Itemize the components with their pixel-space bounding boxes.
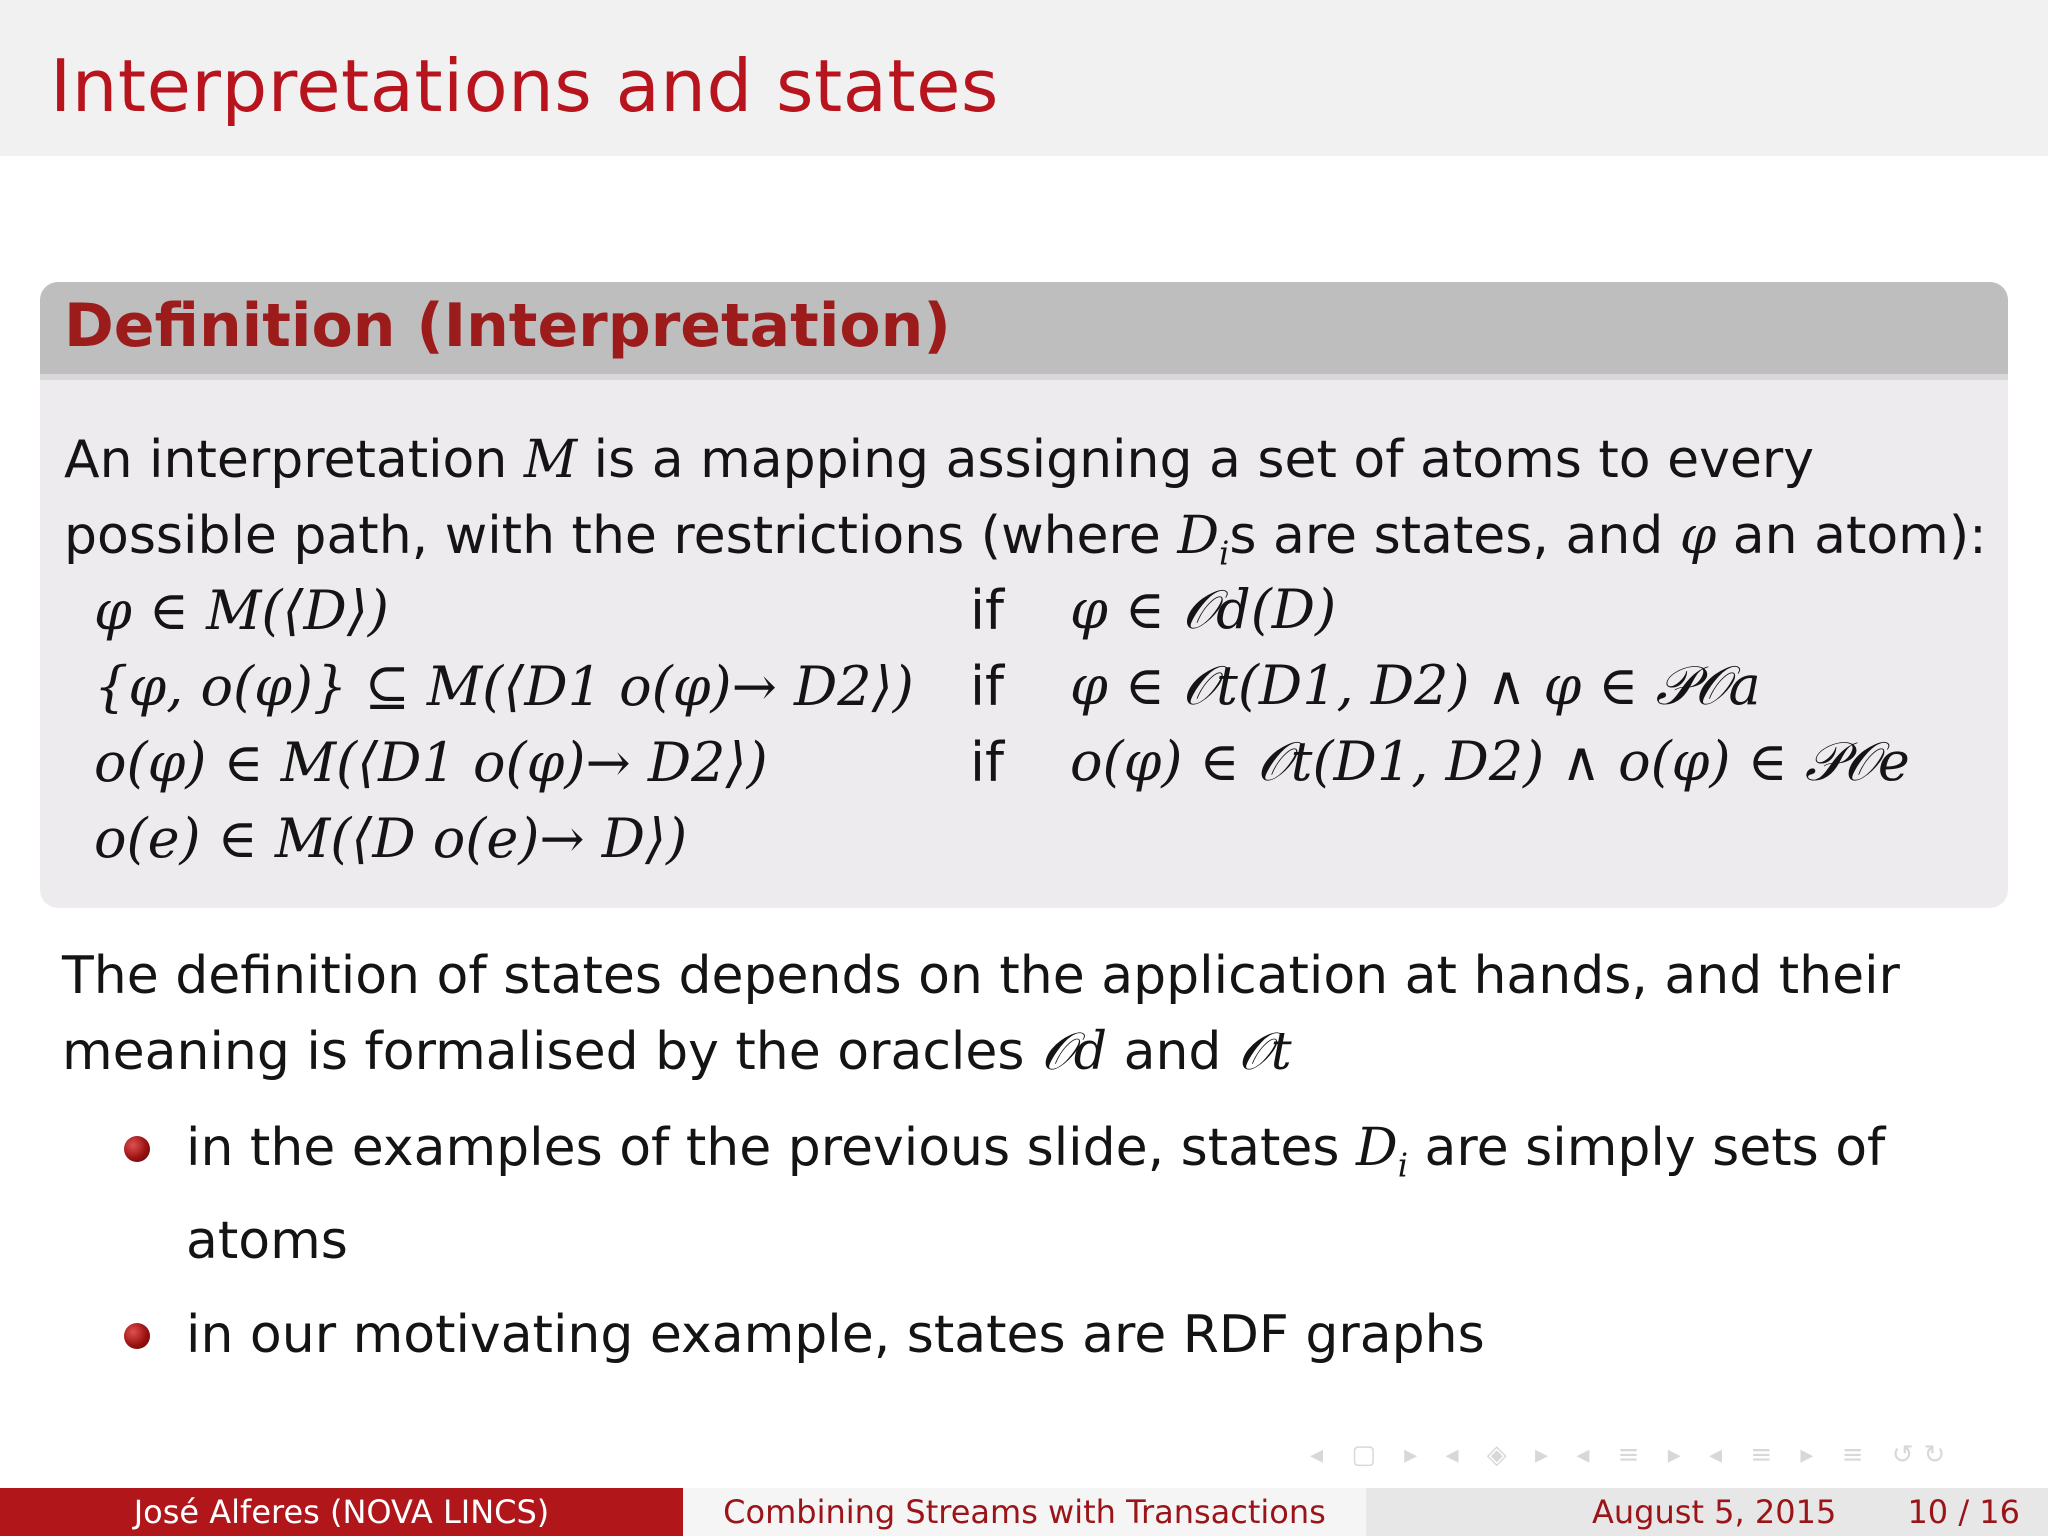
bullet-icon <box>124 1136 150 1162</box>
formula-lhs: {φ, o(φ)} ⊆ M(⟨D1 o(φ)→ D2⟩) <box>94 654 914 718</box>
formula-if: if <box>970 654 1005 718</box>
footer-date-page <box>1366 1488 2048 1536</box>
formula-lhs: φ ∈ M(⟨D⟩) <box>94 578 389 642</box>
slide-header <box>0 0 2048 156</box>
footer-date: August 5, 2015 <box>1592 1493 1837 1531</box>
beamer-navigation[interactable]: ◂ ▢ ▸ ◂ ◈ ▸ ◂ ≡ ▸ ◂ ≡ ▸ ≡ ↺↻ <box>1310 1440 1956 1470</box>
definition-title: Definition (Interpretation) <box>64 291 951 361</box>
definition-text-part: s are states, and <box>1229 506 1680 566</box>
formula-rhs: φ ∈ 𝒪t(D1, D2) ∧ φ ∈ 𝒫𝒪a <box>1070 654 1761 717</box>
bullet-text: atoms <box>186 1211 348 1272</box>
slide-title: Interpretations and states <box>50 44 999 128</box>
math-var: D <box>1356 1118 1398 1178</box>
bullet-icon <box>124 1323 150 1349</box>
math-var: M <box>523 430 578 490</box>
formula-if <box>970 800 1070 876</box>
math-var: D <box>1177 506 1220 566</box>
formula-row <box>94 800 1994 876</box>
bullet-item <box>62 1110 2002 1279</box>
definition-text-part: possible path, with the restrictions (where <box>64 506 1178 566</box>
math-var: φ <box>1679 506 1717 566</box>
formula-if: if <box>970 730 1005 794</box>
oracle-d: 𝒪d <box>1041 1022 1108 1082</box>
math-subscript: i <box>1397 1146 1409 1185</box>
formula-lhs: o(φ) ∈ M(⟨D1 o(φ)→ D2⟩) <box>94 730 768 794</box>
bullet-text: in the examples of the previous slide, states <box>186 1118 1356 1178</box>
states-paragraph <box>62 938 2002 1090</box>
bullet-item <box>62 1297 2002 1373</box>
definition-text-part: an atom): <box>1716 506 1987 566</box>
formula-table <box>94 572 1994 876</box>
paragraph-line: and <box>1107 1022 1238 1082</box>
formula-row <box>94 572 1994 648</box>
footer <box>0 1488 2048 1536</box>
definition-text-part: is a mapping assigning a set of atoms to every <box>577 430 1815 490</box>
paragraph-line: meaning is formalised by the oracles <box>62 1022 1041 1082</box>
math-subscript: i <box>1219 534 1230 573</box>
formula-rhs <box>1070 800 1994 876</box>
footer-author: José Alferes (NOVA LINCS) <box>0 1488 683 1536</box>
formula-row <box>94 648 1994 724</box>
formula-lhs: o(e) ∈ M(⟨D o(e)→ D⟩) <box>94 806 688 870</box>
formula-rhs: φ ∈ 𝒪d(D) <box>1070 578 1337 641</box>
definition-text-part: An interpretation <box>64 430 524 490</box>
oracle-t: 𝒪t <box>1237 1022 1292 1082</box>
formula-row <box>94 724 1994 800</box>
definition-text <box>64 422 2004 591</box>
definition-block <box>40 282 2008 908</box>
paragraph-line: The definition of states depends on the application at hands, and their <box>62 946 1900 1006</box>
bullet-text: are simply sets of <box>1408 1118 1886 1178</box>
bullet-list <box>62 1110 2002 1391</box>
formula-if: if <box>970 578 1005 642</box>
footer-page-number: 10 / 16 <box>1907 1493 2020 1531</box>
footer-title: Combining Streams with Transactions <box>683 1488 1366 1536</box>
formula-rhs: o(φ) ∈ 𝒪t(D1, D2) ∧ o(φ) ∈ 𝒫𝒪e <box>1070 730 1910 793</box>
bullet-text: in our motivating example, states are RDF graphs <box>186 1305 1485 1366</box>
definition-header <box>40 282 2008 380</box>
